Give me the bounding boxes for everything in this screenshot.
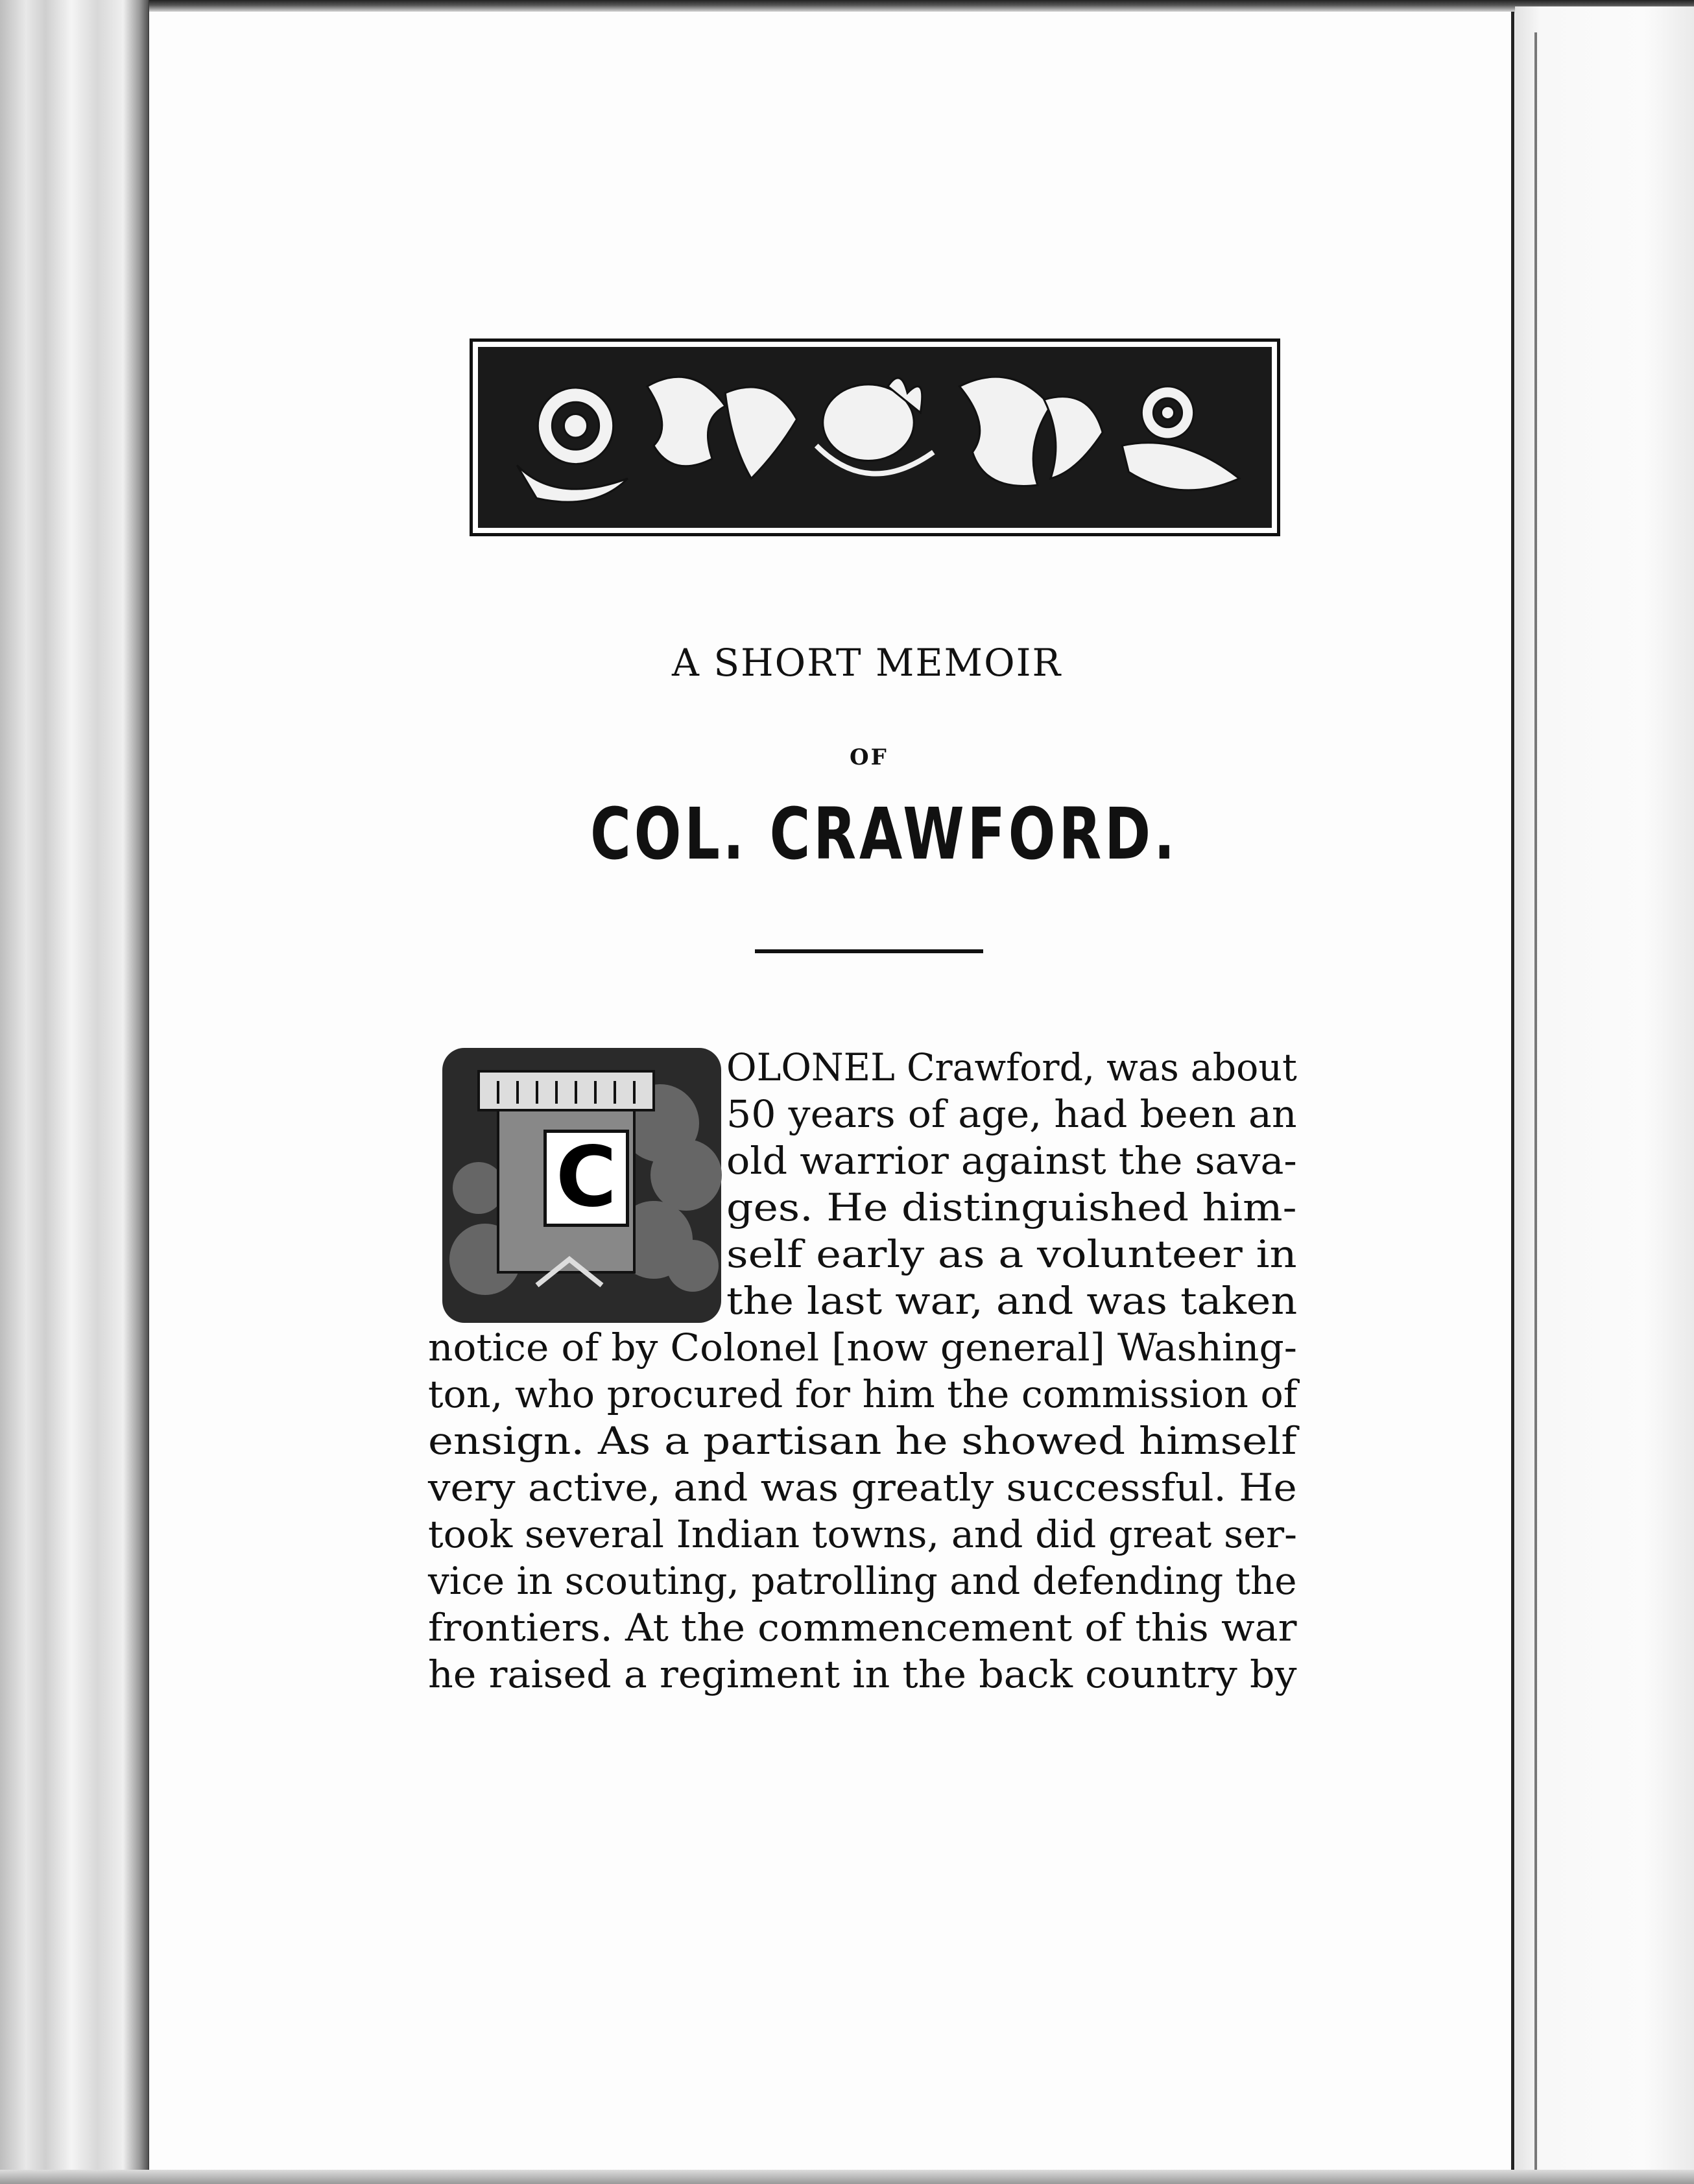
- heading-title: COL. CRAWFORD.: [590, 792, 1178, 875]
- body-line-9: ensign. As a partisan he showed himself: [428, 1419, 1297, 1463]
- body-line-3: old warrior against the sava-: [726, 1139, 1297, 1183]
- drop-cap-illustration: [440, 1045, 724, 1325]
- heading-line-2: OF: [850, 744, 889, 770]
- body-line-14: he raised a regiment in the back country by: [428, 1652, 1297, 1696]
- body-line-1: OLONEL Crawford, was about: [726, 1045, 1297, 1089]
- body-line-7: notice of by Colonel [now general] Washing-: [428, 1325, 1297, 1370]
- body-line-12: vice in scouting, patrolling and defending the: [428, 1559, 1297, 1603]
- page-bottom-edge: [0, 2170, 1694, 2184]
- body-line-4: ges. He distinguished him-: [726, 1185, 1297, 1229]
- book-binding: [0, 0, 149, 2184]
- body-line-5: self early as a volunteer in: [726, 1232, 1297, 1276]
- adjacent-page-strip: [1515, 6, 1694, 2184]
- body-line-10: very active, and was greatly successful. He: [428, 1466, 1297, 1510]
- ornament-graphic: [478, 347, 1272, 528]
- body-line-13: frontiers. At the commencement of this war: [428, 1606, 1297, 1650]
- body-line-11: took several Indian towns, and did great ser-: [428, 1512, 1298, 1556]
- ornamental-header-band: [470, 338, 1280, 536]
- drop-cap-letter: C: [543, 1130, 629, 1227]
- body-line-8: ton, who procured for him the commission of: [428, 1372, 1298, 1416]
- heading-rule: [755, 949, 983, 953]
- heading-line-1: A SHORT MEMOIR: [672, 641, 1062, 685]
- body-line-2: 50 years of age, had been an: [726, 1092, 1297, 1136]
- body-line-6: the last war, and was taken: [726, 1279, 1298, 1323]
